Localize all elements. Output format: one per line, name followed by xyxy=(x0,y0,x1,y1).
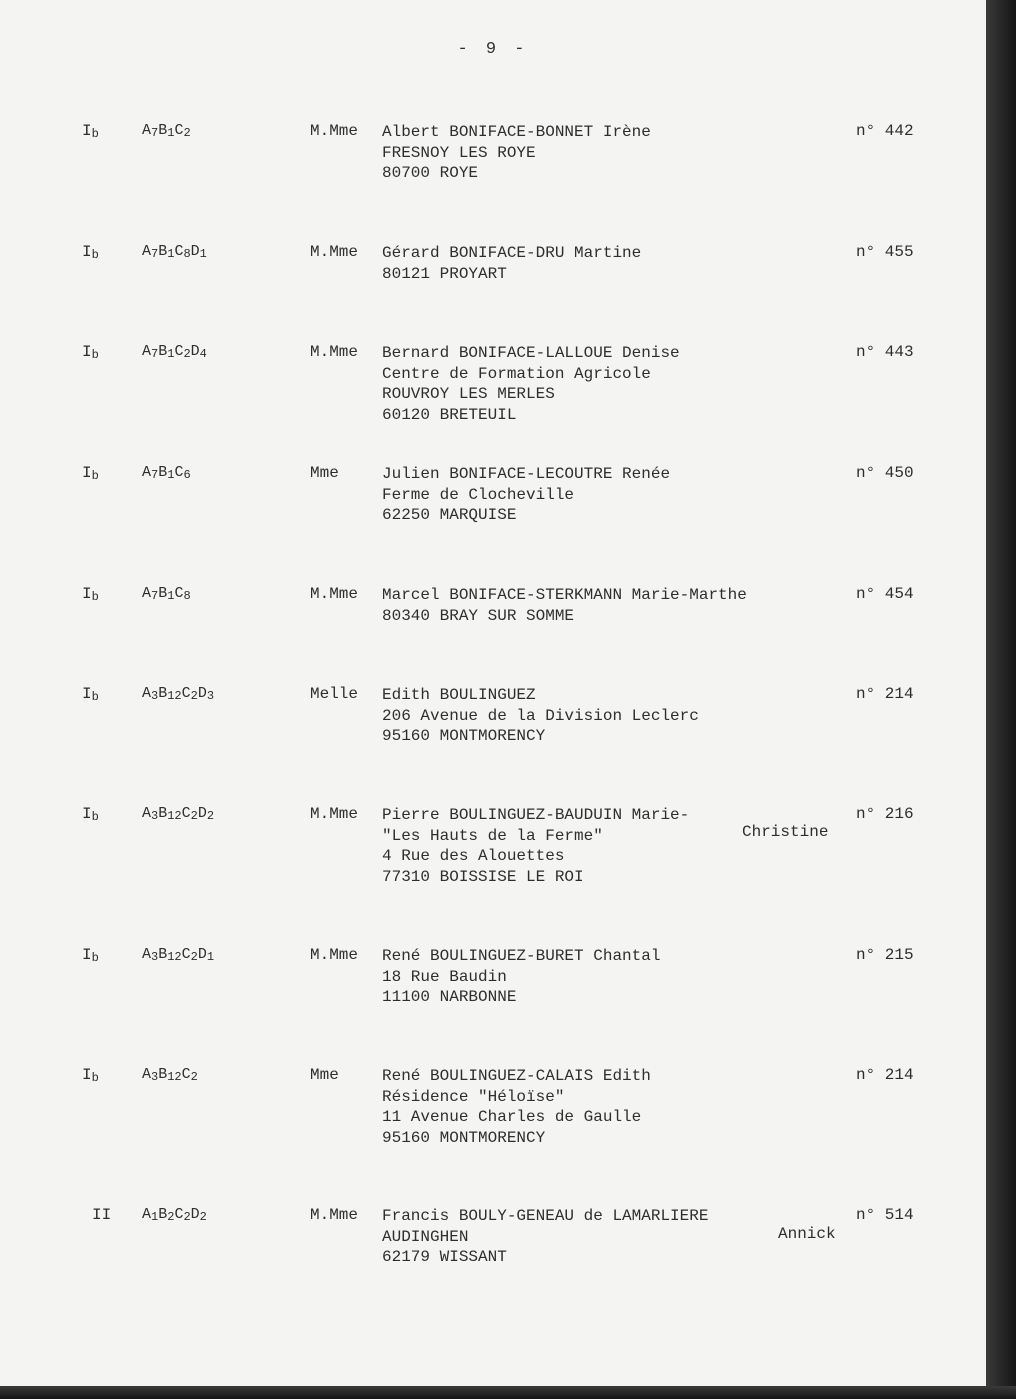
person-name: Edith BOULINGUEZ xyxy=(382,686,536,704)
person-name: Albert BONIFACE-BONNET Irène xyxy=(382,123,651,141)
code-index: 8 xyxy=(183,247,191,261)
address-line: 95160 MONTMORENCY xyxy=(382,727,546,745)
code-index: 6 xyxy=(183,468,191,482)
civility-title: M.Mme xyxy=(310,805,359,823)
generation-marker xyxy=(82,685,99,703)
code-index: 4 xyxy=(199,347,207,361)
code-letter: D xyxy=(197,946,207,963)
lineage-code xyxy=(142,685,214,702)
generation-label: I xyxy=(82,685,92,703)
civility-title: M.Mme xyxy=(310,585,359,603)
civility-title: Melle xyxy=(310,685,359,703)
generation-subscript: b xyxy=(91,248,99,262)
address-line: 80700 ROYE xyxy=(382,164,479,182)
lineage-code xyxy=(142,343,207,360)
name-address-block xyxy=(382,243,641,284)
person-name: René BOULINGUEZ-CALAIS Edith xyxy=(382,1067,651,1085)
code-letter: C xyxy=(174,122,184,139)
code-letter: B xyxy=(158,243,168,260)
code-index: 3 xyxy=(151,1070,159,1084)
civility-title: Mme xyxy=(310,464,339,482)
code-letter: A xyxy=(142,585,152,602)
code-letter: B xyxy=(158,343,168,360)
name-address-block xyxy=(382,1066,651,1148)
address-line: ROUVROY LES MERLES xyxy=(382,385,555,403)
generation-marker xyxy=(92,1206,111,1224)
code-letter: A xyxy=(142,1066,152,1083)
reference-number: n° 214 xyxy=(856,685,914,703)
civility-title: M.Mme xyxy=(310,343,359,361)
code-letter: A xyxy=(142,1206,152,1223)
person-name: Francis BOULY-GENEAU de LAMARLIERE xyxy=(382,1207,709,1225)
code-index: 7 xyxy=(151,126,159,140)
code-letter: B xyxy=(158,585,168,602)
code-index: 12 xyxy=(167,809,182,823)
address-line: Ferme de Clocheville xyxy=(382,485,575,504)
code-index: 3 xyxy=(151,950,159,964)
code-index: 1 xyxy=(206,950,215,964)
code-letter: D xyxy=(197,805,207,822)
lineage-code xyxy=(142,243,207,260)
generation-label: I xyxy=(82,946,92,964)
code-index: 3 xyxy=(151,689,159,703)
person-name: Marcel BONIFACE-STERKMANN Marie-Marthe xyxy=(382,586,747,604)
generation-subscript: b xyxy=(91,469,99,483)
address-line: 206 Avenue de la Division Leclerc xyxy=(382,706,699,725)
code-letter: B xyxy=(158,464,168,481)
code-index: 2 xyxy=(183,126,191,140)
generation-subscript: b xyxy=(91,1071,99,1085)
code-letter: A xyxy=(142,464,152,481)
name-address-block xyxy=(382,464,670,526)
code-index: 1 xyxy=(167,589,175,603)
reference-number: n° 216 xyxy=(856,805,914,823)
code-letter: A xyxy=(142,122,152,139)
person-name: Pierre BOULINGUEZ-BAUDUIN Marie- xyxy=(382,806,690,824)
civility-title: M.Mme xyxy=(310,122,359,140)
address-line: 4 Rue des Alouettes xyxy=(382,847,565,865)
person-name: Julien BONIFACE-LECOUTRE Renée xyxy=(382,465,671,483)
code-index: 8 xyxy=(183,589,191,603)
code-index: 1 xyxy=(167,247,175,261)
address-line: 18 Rue Baudin xyxy=(382,967,507,986)
lineage-code xyxy=(142,1066,198,1083)
address-line: 62179 WISSANT xyxy=(382,1248,507,1266)
reference-number: n° 450 xyxy=(856,464,914,482)
generation-label: I xyxy=(82,122,92,140)
code-letter: D xyxy=(190,343,200,360)
code-letter: B xyxy=(158,122,168,139)
address-line: FRESNOY LES ROYE xyxy=(382,143,536,162)
address-line: AUDINGHEN xyxy=(382,1227,469,1246)
code-index: 7 xyxy=(151,347,159,361)
reference-number: n° 442 xyxy=(856,122,914,140)
code-index: 7 xyxy=(151,468,159,482)
generation-marker xyxy=(82,1066,99,1084)
name-address-block xyxy=(382,805,689,887)
code-index: 1 xyxy=(199,247,207,261)
code-letter: D xyxy=(190,1206,200,1223)
generation-subscript: b xyxy=(91,690,99,704)
name-address-block xyxy=(382,1206,708,1268)
name-continuation: Annick xyxy=(778,1225,836,1243)
generation-subscript: b xyxy=(91,951,99,965)
code-letter: A xyxy=(142,685,152,702)
generation-marker xyxy=(82,805,99,823)
scan-edge-bottom xyxy=(0,1386,1016,1399)
person-name: René BOULINGUEZ-BURET Chantal xyxy=(382,947,661,965)
reference-number: n° 454 xyxy=(856,585,914,603)
address-line: 80340 BRAY SUR SOMME xyxy=(382,606,575,625)
address-line: "Les Hauts de la Ferme" xyxy=(382,826,603,845)
code-index: 1 xyxy=(167,126,175,140)
code-letter: B xyxy=(158,1066,168,1083)
reference-number: n° 514 xyxy=(856,1206,914,1224)
code-index: 2 xyxy=(190,809,198,823)
code-index: 2 xyxy=(183,347,191,361)
address-line: 60120 BRETEUIL xyxy=(382,405,517,424)
generation-marker xyxy=(82,464,99,482)
code-index: 12 xyxy=(167,1070,182,1084)
reference-number: n° 455 xyxy=(856,243,914,261)
generation-marker xyxy=(82,946,99,964)
generation-marker xyxy=(82,122,99,140)
generation-subscript: b xyxy=(91,590,99,604)
code-index: 3 xyxy=(151,809,159,823)
address-line: 77310 BOISSISE LE ROI xyxy=(382,867,584,886)
code-letter: C xyxy=(174,464,184,481)
code-letter: B xyxy=(158,685,168,702)
code-letter: C xyxy=(181,805,191,822)
generation-label: I xyxy=(82,343,92,361)
generation-subscript: b xyxy=(91,810,99,824)
code-index: 1 xyxy=(167,347,175,361)
civility-title: M.Mme xyxy=(310,946,359,964)
code-index: 2 xyxy=(206,809,215,823)
generation-label: I xyxy=(82,1066,92,1084)
name-address-block xyxy=(382,585,747,626)
code-index: 12 xyxy=(167,950,182,964)
lineage-code xyxy=(142,805,214,822)
address-line: Résidence "Héloïse" xyxy=(382,1087,565,1106)
civility-title: M.Mme xyxy=(310,243,359,261)
lineage-code xyxy=(142,1206,207,1223)
page-number: - 9 - xyxy=(457,40,529,59)
code-letter: C xyxy=(181,1066,191,1083)
name-address-block xyxy=(382,343,680,425)
scan-edge-right xyxy=(986,0,1016,1399)
code-index: 3 xyxy=(206,689,215,703)
code-index: 2 xyxy=(199,1210,207,1224)
code-index: 2 xyxy=(183,1210,191,1224)
generation-label: I xyxy=(82,585,92,603)
code-letter: B xyxy=(158,946,168,963)
person-name: Gérard BONIFACE-DRU Martine xyxy=(382,244,642,262)
code-letter: C xyxy=(181,685,191,702)
civility-title: Mme xyxy=(310,1066,339,1084)
generation-marker xyxy=(82,343,99,361)
code-letter: C xyxy=(174,585,184,602)
name-continuation: Christine xyxy=(742,823,829,841)
code-letter: B xyxy=(158,1206,168,1223)
reference-number: n° 214 xyxy=(856,1066,914,1084)
name-address-block xyxy=(382,946,660,1008)
code-letter: A xyxy=(142,946,152,963)
generation-label: I xyxy=(82,805,92,823)
lineage-code xyxy=(142,585,191,602)
generation-marker xyxy=(82,243,99,261)
lineage-code xyxy=(142,464,191,481)
code-letter: A xyxy=(142,343,152,360)
code-letter: C xyxy=(174,243,184,260)
name-address-block xyxy=(382,122,651,184)
name-address-block xyxy=(382,685,699,747)
generation-subscript: b xyxy=(91,348,99,362)
code-letter: D xyxy=(197,685,207,702)
code-index: 1 xyxy=(151,1210,159,1224)
generation-label: I xyxy=(82,464,92,482)
lineage-code xyxy=(142,946,214,963)
code-index: 7 xyxy=(151,589,159,603)
code-letter: C xyxy=(181,946,191,963)
address-line: 11 Avenue Charles de Gaulle xyxy=(382,1108,642,1126)
code-letter: C xyxy=(174,343,184,360)
address-line: 95160 MONTMORENCY xyxy=(382,1128,546,1147)
generation-subscript: b xyxy=(91,127,99,141)
civility-title: M.Mme xyxy=(310,1206,359,1224)
code-letter: D xyxy=(190,243,200,260)
code-index: 2 xyxy=(190,950,198,964)
address-line: Centre de Formation Agricole xyxy=(382,364,651,383)
generation-marker xyxy=(82,585,99,603)
code-index: 7 xyxy=(151,247,159,261)
code-letter: C xyxy=(174,1206,184,1223)
generation-label: I xyxy=(82,243,92,261)
code-index: 1 xyxy=(167,468,175,482)
code-letter: B xyxy=(158,805,168,822)
address-line: 80121 PROYART xyxy=(382,264,507,283)
code-index: 12 xyxy=(167,689,182,703)
address-line: 11100 NARBONNE xyxy=(382,988,517,1006)
code-letter: A xyxy=(142,243,152,260)
lineage-code xyxy=(142,122,191,139)
person-name: Bernard BONIFACE-LALLOUE Denise xyxy=(382,344,680,362)
code-letter: A xyxy=(142,805,152,822)
reference-number: n° 215 xyxy=(856,946,914,964)
reference-number: n° 443 xyxy=(856,343,914,361)
code-index: 2 xyxy=(167,1210,175,1224)
code-index: 2 xyxy=(190,1070,198,1084)
generation-label: II xyxy=(92,1206,112,1224)
code-index: 2 xyxy=(190,689,198,703)
address-line: 62250 MARQUISE xyxy=(382,506,517,524)
